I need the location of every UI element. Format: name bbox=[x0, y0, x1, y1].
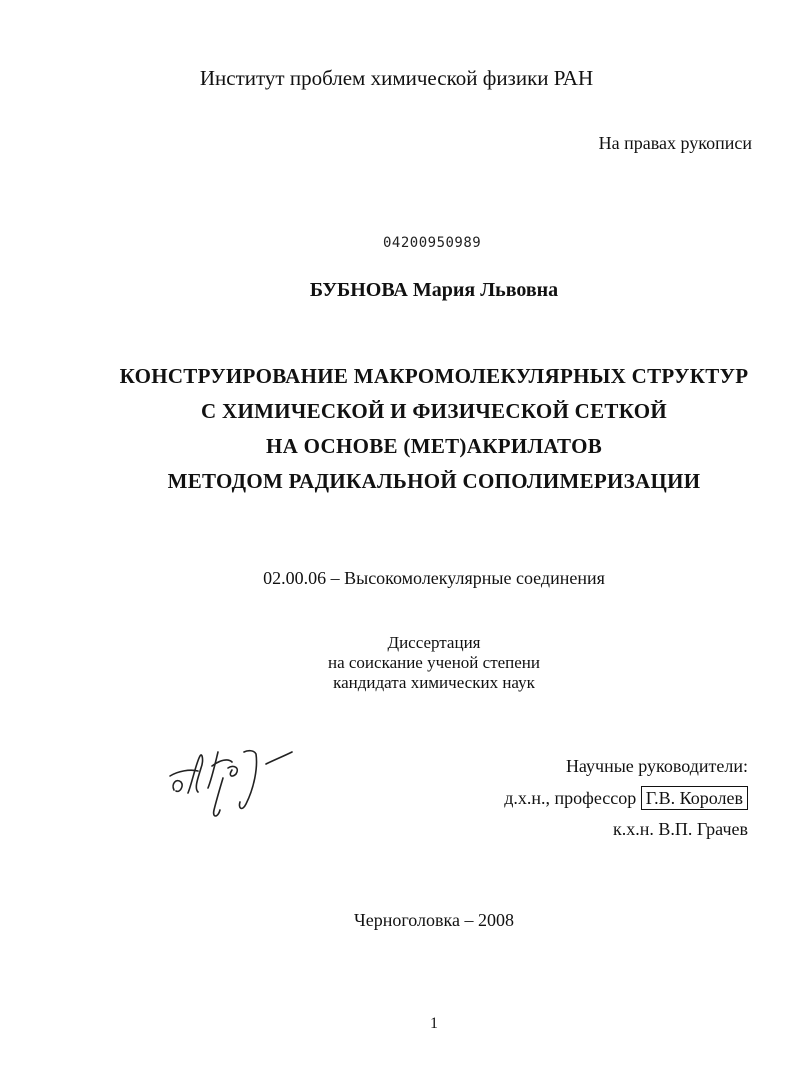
first-supervisor bbox=[504, 786, 748, 810]
institute-name: Институт проблем химической физики РАН bbox=[199, 66, 594, 90]
first-supervisor-name-boxed: Г.В. Королев bbox=[641, 786, 748, 810]
inventory-number: 04200950989 bbox=[383, 235, 482, 251]
title-line-1: КОНСТРУИРОВАНИЕ МАКРОМОЛЕКУЛЯРНЫХ СТРУКТУР bbox=[119, 364, 749, 388]
city-year: Черноголовка – 2008 bbox=[354, 910, 514, 930]
title-line-2: С ХИМИЧЕСКОЙ И ФИЗИЧЕСКОЙ СЕТКОЙ bbox=[200, 399, 667, 423]
first-supervisor-title: д.х.н., профессор bbox=[504, 788, 637, 808]
supervisors-heading: Научные руководители: bbox=[565, 756, 748, 776]
title-line-3: НА ОСНОВЕ (МЕТ)АКРИЛАТОВ bbox=[265, 434, 603, 458]
degree-field-line: кандидата химических наук bbox=[333, 673, 535, 692]
manuscript-rights-note: На правах рукописи bbox=[598, 133, 752, 153]
dissertation-label: Диссертация bbox=[387, 633, 481, 652]
title-line-4: МЕТОДОМ РАДИКАЛЬНОЙ СОПОЛИМЕРИЗАЦИИ bbox=[167, 469, 701, 493]
second-supervisor: к.х.н. В.П. Грачев bbox=[613, 819, 748, 839]
specialty-code: 02.00.06 – Высокомолекулярные соединения bbox=[263, 568, 605, 588]
degree-line: на соискание ученой степени bbox=[327, 653, 541, 672]
author-name: БУБНОВА Мария Львовна bbox=[309, 279, 559, 301]
handwritten-signature bbox=[168, 738, 298, 828]
page-number: 1 bbox=[430, 1015, 438, 1032]
